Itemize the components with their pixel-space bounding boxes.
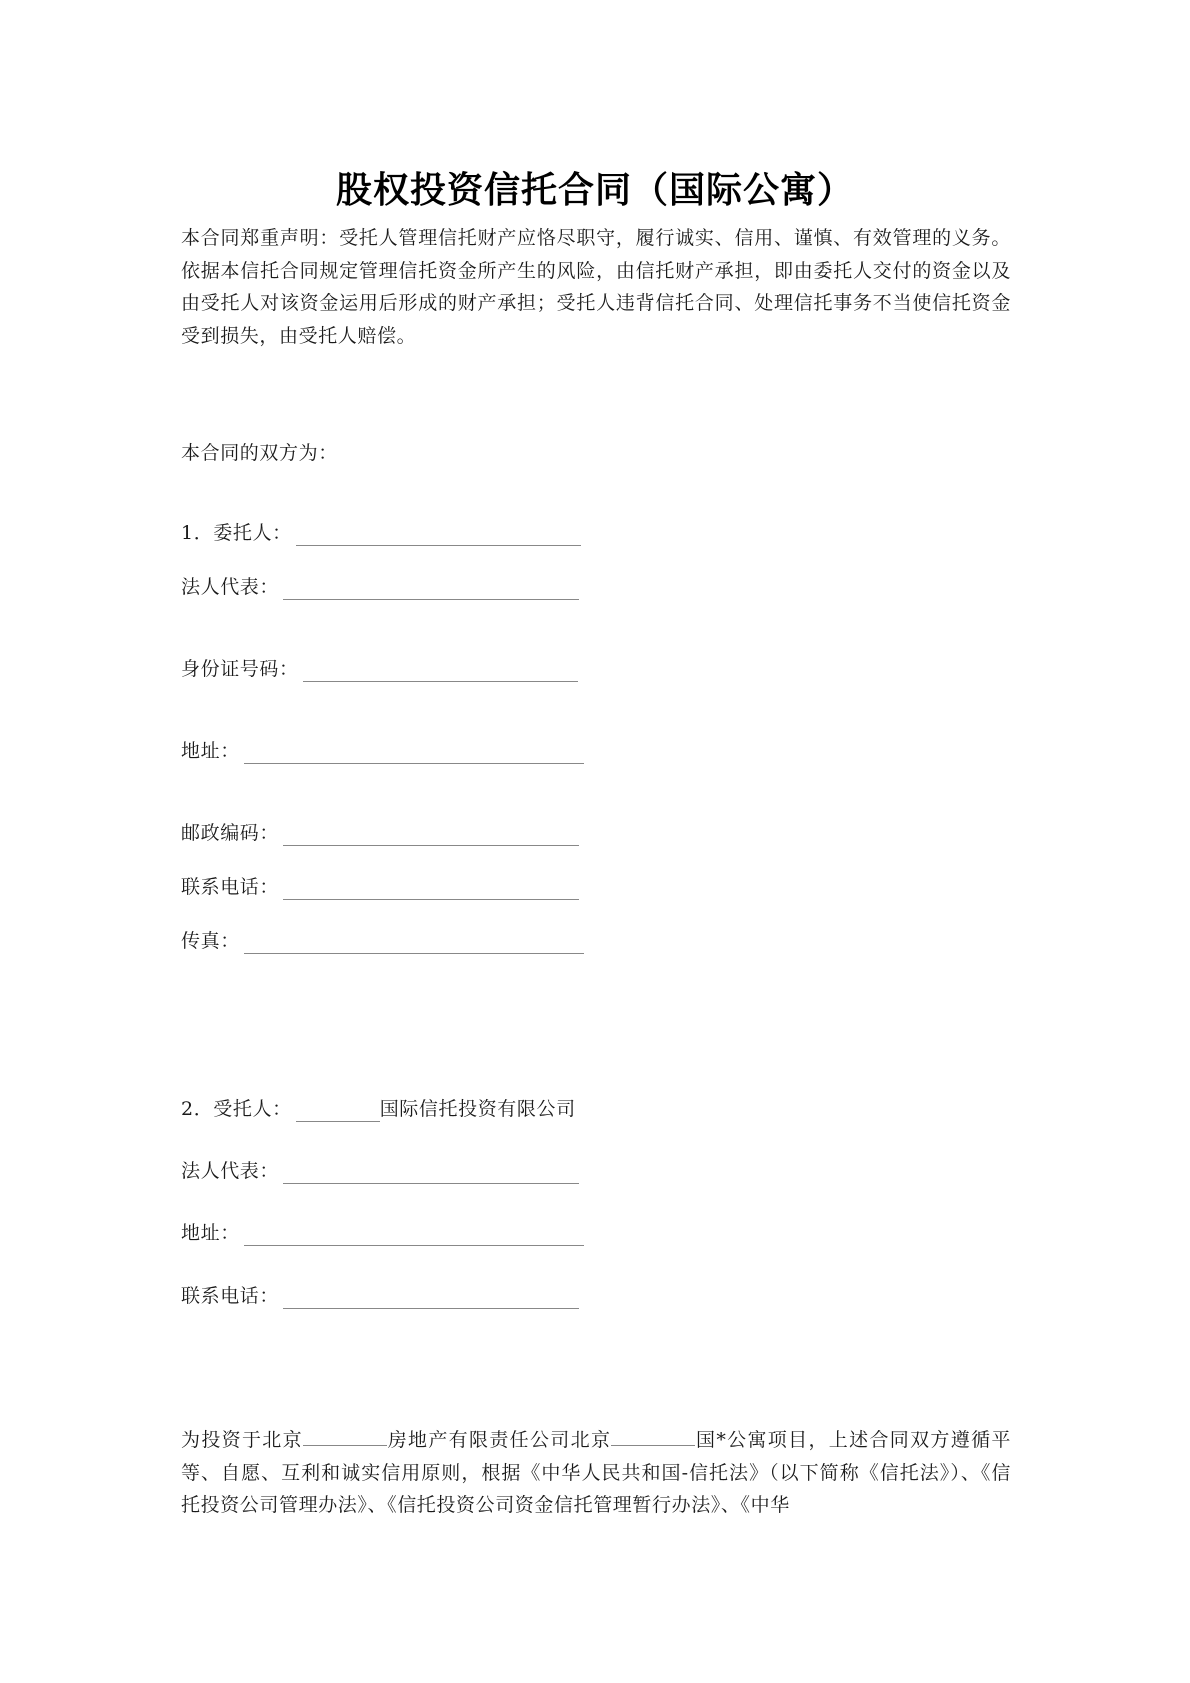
declaration-paragraph: 本合同郑重声明：受托人管理信托财产应恪尽职守，履行诚实、信用、谨慎、有效管理的义务。依据本信托合同规定管理信托资金所产生的风险，由信托财产承担，即由委托人交付的资金以及由受托人对该资金运用后形成的财产承担；受托人违背信托合同、处理信托事务不当使信托资金受到损失，由受托人赔偿。: [181, 227, 1011, 347]
project-name-blank[interactable]: [611, 1425, 695, 1446]
party1-name-blank[interactable]: [296, 525, 581, 546]
party2-address-row: [181, 1220, 584, 1246]
party1-address-label: 地址：: [181, 740, 240, 762]
party2-phone-row: [181, 1283, 579, 1309]
party1-fax-blank[interactable]: [244, 933, 584, 954]
closing-paragraph: [181, 1424, 1011, 1522]
party2-phone-label: 联系电话：: [181, 1285, 280, 1307]
party1-legal-rep-blank[interactable]: [283, 579, 579, 600]
party1-phone-blank[interactable]: [283, 879, 579, 900]
party1-id-row: [181, 656, 578, 682]
closing-part3: 国*公寓项目，上述合同双方遵循平等、自愿、互利和诚实信用原则，根据《中华人民共和国-信托法》（以下简称《信托法》）、《信托投资公司管理办法》、《信托投资公司资金信托管理暂行办法》、《中华: [181, 1429, 1011, 1516]
party2-address-label: 地址：: [181, 1222, 240, 1244]
party2-heading-row: [181, 1096, 576, 1122]
party1-fax-label: 传真：: [181, 930, 240, 952]
party1-phone-label: 联系电话：: [181, 876, 280, 898]
party2-heading: 2．受托人：: [181, 1098, 292, 1120]
party2-legal-rep-row: [181, 1158, 579, 1184]
party1-postal-label: 邮政编码：: [181, 822, 280, 844]
document-title: 股权投资信托合同（国际公寓）: [335, 170, 854, 211]
party1-id-blank[interactable]: [303, 661, 578, 682]
party1-phone-row: [181, 874, 579, 900]
closing-part2: 房地产有限责任公司北京: [386, 1429, 612, 1451]
company-name-blank[interactable]: [303, 1425, 387, 1446]
party1-legal-rep-label: 法人代表：: [181, 576, 280, 598]
party1-fax-row: [181, 928, 584, 954]
party1-postal-row: [181, 820, 579, 846]
party1-heading: 1．委托人：: [181, 522, 292, 544]
party2-legal-rep-blank[interactable]: [283, 1163, 579, 1184]
party2-legal-rep-label: 法人代表：: [181, 1160, 280, 1182]
party2-name-blank[interactable]: [296, 1101, 380, 1122]
parties-intro: [181, 440, 338, 466]
party1-legal-rep-row: [181, 574, 579, 600]
party2-company-suffix: 国际信托投资有限公司: [379, 1098, 576, 1120]
parties-intro-text: 本合同的双方为：: [181, 442, 338, 464]
party1-address-row: [181, 738, 584, 764]
party2-address-blank[interactable]: [244, 1225, 584, 1246]
party1-address-blank[interactable]: [244, 743, 584, 764]
party2-phone-blank[interactable]: [283, 1288, 579, 1309]
closing-part1: 为投资于北京: [181, 1429, 303, 1451]
party1-heading-row: [181, 520, 581, 546]
party1-id-label: 身份证号码：: [181, 658, 299, 680]
party1-postal-blank[interactable]: [283, 825, 579, 846]
